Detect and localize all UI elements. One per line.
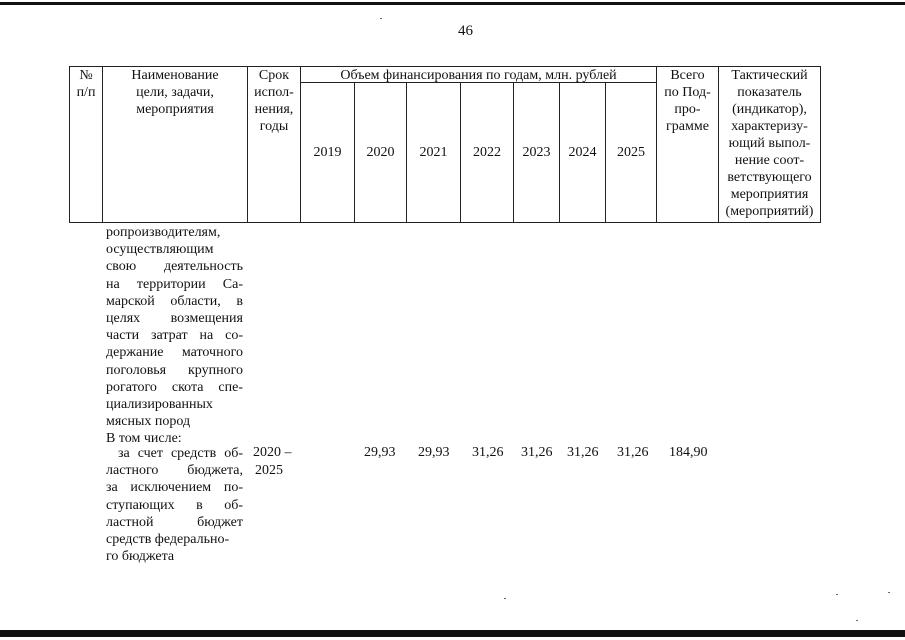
term-end: 2025 — [255, 463, 283, 478]
activity-description — [106, 224, 243, 448]
value-2023: 31,26 — [521, 445, 553, 460]
scan-speck — [836, 594, 838, 595]
source-line: за счет средств об- — [118, 446, 243, 461]
desc-line: мясных пород — [106, 414, 191, 430]
funding-source — [106, 445, 243, 565]
header-total: Всего по Под- про- грамме — [664, 68, 711, 134]
desc-line: циализированных — [106, 397, 213, 413]
desc-line: осуществляющим — [106, 242, 214, 258]
source-line: за исключением по- — [106, 480, 243, 496]
source-line: средств федерально- — [106, 532, 230, 548]
header-term: Срок испол- нения, годы — [254, 68, 294, 134]
year-2020: 2020 — [366, 145, 395, 160]
value-2020: 29,93 — [364, 445, 396, 460]
header-name: Наименование цели, задачи, мероприятия — [131, 68, 219, 117]
scan-speck — [856, 620, 858, 621]
desc-line: рогатого скота спе- — [106, 379, 243, 395]
page-number: 46 — [458, 23, 473, 39]
desc-line: марской области, в — [106, 293, 243, 309]
header-number: № п/п — [76, 68, 96, 100]
source-line: ластной бюджет — [106, 514, 243, 530]
desc-line: целях возмещения — [106, 311, 243, 327]
desc-line: поголовья крупного — [106, 362, 243, 378]
value-total: 184,90 — [669, 445, 708, 460]
source-line: ластного бюджета, — [106, 463, 243, 479]
header-indicator: Тактический показатель (индикатор), характеризу- ющий выпол- нение соот- ветствующего мероприятия (мероприятий) — [725, 68, 814, 219]
value-2022: 31,26 — [472, 445, 504, 460]
subheading: В том числе: — [106, 431, 182, 447]
scan-speck — [380, 18, 382, 19]
year-2023: 2023 — [522, 145, 551, 160]
term-start: 2020 – — [253, 445, 292, 460]
source-line: го бюджета — [106, 549, 175, 565]
top-border-rule — [0, 2, 905, 5]
year-2019: 2019 — [313, 145, 342, 160]
desc-line: свою деятельность — [106, 259, 243, 275]
year-2022: 2022 — [473, 145, 501, 160]
year-2025: 2025 — [617, 145, 645, 160]
value-2025: 31,26 — [617, 445, 649, 460]
year-2024: 2024 — [568, 145, 597, 160]
desc-line: ропроизводителям, — [106, 225, 221, 240]
desc-line: держание маточного — [106, 345, 243, 361]
value-2021: 29,93 — [418, 445, 450, 460]
scan-speck — [888, 592, 890, 593]
scan-speck — [504, 598, 506, 599]
header-funding: Объем финансирования по годам, млн. рублей — [340, 68, 617, 83]
year-2021: 2021 — [419, 145, 448, 160]
desc-line: на территории Са- — [106, 276, 243, 292]
bottom-border-rule — [0, 630, 905, 637]
desc-line: части затрат на со- — [106, 328, 243, 344]
value-2024: 31,26 — [567, 445, 599, 460]
source-line: ступающих в об- — [106, 497, 243, 513]
